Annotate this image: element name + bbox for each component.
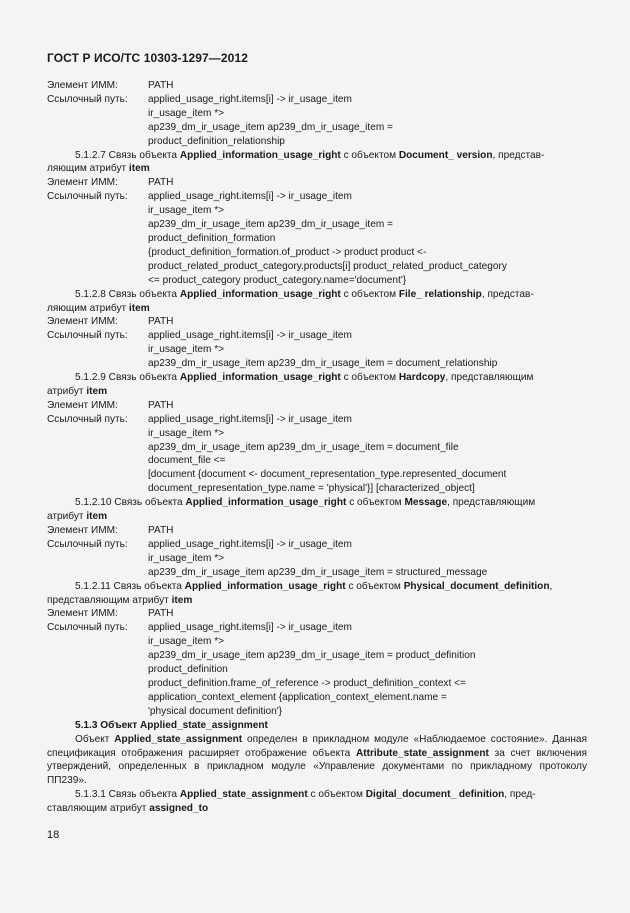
entity-name: Message xyxy=(404,497,448,509)
ref-path-line: product_definition.frame_of_reference -> product_definition_context <= xyxy=(148,677,466,689)
ref-path-label: Ссылочный путь: xyxy=(47,538,128,550)
section-paragraph xyxy=(47,733,587,789)
ref-path-label: Ссылочный путь: xyxy=(47,93,128,105)
entity-name: Physical_document_definition xyxy=(403,580,550,592)
ref-path-lines xyxy=(148,538,587,580)
section-heading-5-1-2-11 xyxy=(47,580,587,594)
attribute-name: item xyxy=(171,594,193,606)
ref-path-line: ir_usage_item *> xyxy=(148,427,225,439)
ref-path-line: applied_usage_right.items[i] -> ir_usage_item xyxy=(148,330,352,342)
text-run: с объектом xyxy=(307,789,366,801)
ref-path-label: Ссылочный путь: xyxy=(47,191,128,203)
text-run: с объектом xyxy=(346,497,405,509)
entity-name: Document_ version xyxy=(398,149,493,161)
text-run: определен в прикладном модуле «Наблюдаемое состояние». Данная спецификация отображения расширяет отображение объекта xyxy=(47,733,587,759)
element-value: PATH xyxy=(148,525,174,536)
entity-name: Hardcopy xyxy=(398,372,446,384)
attribute-name: item xyxy=(128,163,150,175)
reference-path-row xyxy=(47,329,587,371)
section-heading-continuation xyxy=(47,385,587,399)
element-label: Элемент ИММ: xyxy=(47,608,118,620)
text-run: ляющим атрибут xyxy=(47,163,129,175)
ref-path-line: product_definition_relationship xyxy=(148,135,285,147)
element-label: Элемент ИММ: xyxy=(47,80,118,91)
text-run: 5.1.3.1 Связь объекта xyxy=(75,789,180,801)
section-heading-continuation xyxy=(47,162,587,176)
text-run: с объектом xyxy=(345,580,404,592)
ref-path-line: ir_usage_item *> xyxy=(148,636,225,648)
element-value: PATH xyxy=(148,80,174,91)
ref-path-line: applied_usage_right.items[i] -> ir_usage_item xyxy=(148,413,352,425)
entity-name: Attribute_state_assignment xyxy=(355,747,489,759)
ref-path-line: ir_usage_item *> xyxy=(148,344,225,356)
text-run: Объект xyxy=(75,733,115,745)
text-run: , представ- xyxy=(481,288,534,300)
ref-path-line: product_definition_formation xyxy=(148,232,276,244)
ref-path-line: ap239_dm_ir_usage_item ap239_dm_ir_usage_item = document_relationship xyxy=(148,358,498,370)
ref-path-lines xyxy=(148,329,587,371)
ref-path-line: ir_usage_item *> xyxy=(148,205,225,217)
ref-path-line: {product_definition_formation.of_product -> product product <- xyxy=(148,246,427,258)
section-heading-continuation xyxy=(47,594,587,608)
section-heading-5-1-3-1 xyxy=(47,788,587,802)
text-run: ляющим атрибут xyxy=(47,302,129,314)
ref-path-line: [document {document <- document_representation_type.represented_document xyxy=(148,469,507,481)
ref-path-label: Ссылочный путь: xyxy=(47,622,128,634)
ref-path-lines xyxy=(148,621,587,718)
mapping-element-row xyxy=(47,176,587,190)
section-heading-5-1-2-8 xyxy=(47,288,587,302)
element-label: Элемент ИММ: xyxy=(47,399,118,411)
section-heading-continuation xyxy=(47,802,587,816)
section-heading-5-1-2-9 xyxy=(47,371,587,385)
text-run: с объектом xyxy=(340,372,399,384)
element-value: PATH xyxy=(148,608,174,620)
text-run: 5.1.2.8 Связь объекта xyxy=(75,288,180,300)
ref-path-line: <= product_category product_category.name='document'} xyxy=(148,274,407,286)
entity-name: Applied_state_assignment xyxy=(179,789,308,801)
text-run: 5.1.2.11 Связь объекта xyxy=(75,580,185,592)
element-value: PATH xyxy=(148,399,174,411)
mapping-element-row xyxy=(47,315,587,329)
text-run: , пред- xyxy=(504,789,536,801)
ref-path-label: Ссылочный путь: xyxy=(47,330,128,342)
entity-name: Applied_information_usage_right xyxy=(184,580,346,592)
mapping-element-row xyxy=(47,79,587,93)
entity-name: Applied_information_usage_right xyxy=(179,372,341,384)
text-run: атрибут xyxy=(47,511,87,523)
ref-path-line: applied_usage_right.items[i] -> ir_usage_item xyxy=(148,622,352,634)
ref-path-line: ap239_dm_ir_usage_item ap239_dm_ir_usage_item = document_file xyxy=(148,441,459,453)
ref-path-lines xyxy=(148,190,587,287)
page-content xyxy=(47,79,587,816)
element-label: Элемент ИММ: xyxy=(47,316,118,328)
entity-name: Applied_information_usage_right xyxy=(179,149,341,161)
ref-path-line: ap239_dm_ir_usage_item ap239_dm_ir_usage_item = xyxy=(148,121,393,133)
ref-path-line: applied_usage_right.items[i] -> ir_usage_item xyxy=(148,538,352,550)
ref-path-line: ir_usage_item *> xyxy=(148,552,225,564)
ref-path-line: ap239_dm_ir_usage_item ap239_dm_ir_usage_item = structured_message xyxy=(148,566,488,578)
section-heading-5-1-3 xyxy=(47,719,587,733)
entity-name: Applied_information_usage_right xyxy=(179,288,341,300)
mapping-element-row xyxy=(47,607,587,621)
section-heading-continuation xyxy=(47,302,587,316)
mapping-element-row xyxy=(47,524,587,538)
element-value: PATH xyxy=(148,177,174,189)
text-run: с объектом xyxy=(340,288,399,300)
ref-path-line: applied_usage_right.items[i] -> ir_usage_item xyxy=(148,93,352,105)
text-run: , xyxy=(549,580,553,592)
ref-path-line: product_related_product_category.products[i] product_related_product_category xyxy=(148,260,507,272)
ref-path-lines xyxy=(148,413,587,496)
ref-path-line: document_representation_type.name = 'physical'}] [characterized_object] xyxy=(148,483,475,495)
ref-path-line: product_definition xyxy=(148,664,228,676)
reference-path-row xyxy=(47,621,587,718)
text-run: 5.1.2.9 Связь объекта xyxy=(75,372,180,384)
attribute-name: item xyxy=(86,511,108,523)
ref-path-lines xyxy=(148,93,587,149)
entity-name: File_ relationship xyxy=(398,288,482,300)
text-run: с объектом xyxy=(340,149,399,161)
page-header: ГОСТ Р ИСО/ТС 10303-1297—2012 xyxy=(47,51,248,65)
text-run: ставляющим атрибут xyxy=(47,803,150,815)
text-run: , представ- xyxy=(492,149,545,161)
ref-path-line: applied_usage_right.items[i] -> ir_usage_item xyxy=(148,191,352,203)
element-label: Элемент ИММ: xyxy=(47,177,118,189)
page-number: 18 xyxy=(47,829,60,841)
text-run: , представляющим xyxy=(445,372,534,384)
ref-path-line: application_context_element {application_context_element.name = xyxy=(148,691,447,703)
element-label: Элемент ИММ: xyxy=(47,525,118,536)
reference-path-row xyxy=(47,190,587,287)
reference-path-row xyxy=(47,538,587,580)
text-run: 5.1.2.7 Связь объекта xyxy=(75,149,180,161)
reference-path-row xyxy=(47,93,587,149)
mapping-element-row xyxy=(47,399,587,413)
text-run: за счет включения утверждений, определенных в прикладном модуле «Управление документами по прикладному протоколу ПП239». xyxy=(47,747,587,787)
reference-path-row xyxy=(47,413,587,496)
ref-path-line: document_file <= xyxy=(148,455,226,467)
ref-path-line: ap239_dm_ir_usage_item ap239_dm_ir_usage_item = xyxy=(148,219,393,231)
attribute-name: assigned_to xyxy=(149,803,209,815)
entity-name: Applied_state_assignment xyxy=(114,733,243,745)
ref-path-line: ap239_dm_ir_usage_item ap239_dm_ir_usage_item = product_definition xyxy=(148,650,476,662)
text-run: представляющим атрибут xyxy=(47,594,172,606)
text-run: 5.1.2.10 Связь объекта xyxy=(75,497,186,509)
section-heading-5-1-2-7 xyxy=(47,149,587,163)
section-title: 5.1.3 Объект Applied_state_assignment xyxy=(75,719,268,731)
entity-name: Digital_document_ definition xyxy=(365,789,505,801)
text-run: , представляющим xyxy=(447,497,536,509)
element-value: PATH xyxy=(148,316,174,328)
attribute-name: item xyxy=(128,302,150,314)
ref-path-label: Ссылочный путь: xyxy=(47,413,128,425)
entity-name: Applied_information_usage_right xyxy=(185,497,347,509)
section-heading-continuation xyxy=(47,510,587,524)
ref-path-line: 'physical document definition'} xyxy=(148,705,283,717)
attribute-name: item xyxy=(86,385,108,397)
text-run: атрибут xyxy=(47,385,87,397)
section-heading-5-1-2-10 xyxy=(47,496,587,510)
ref-path-line: ir_usage_item *> xyxy=(148,107,225,119)
